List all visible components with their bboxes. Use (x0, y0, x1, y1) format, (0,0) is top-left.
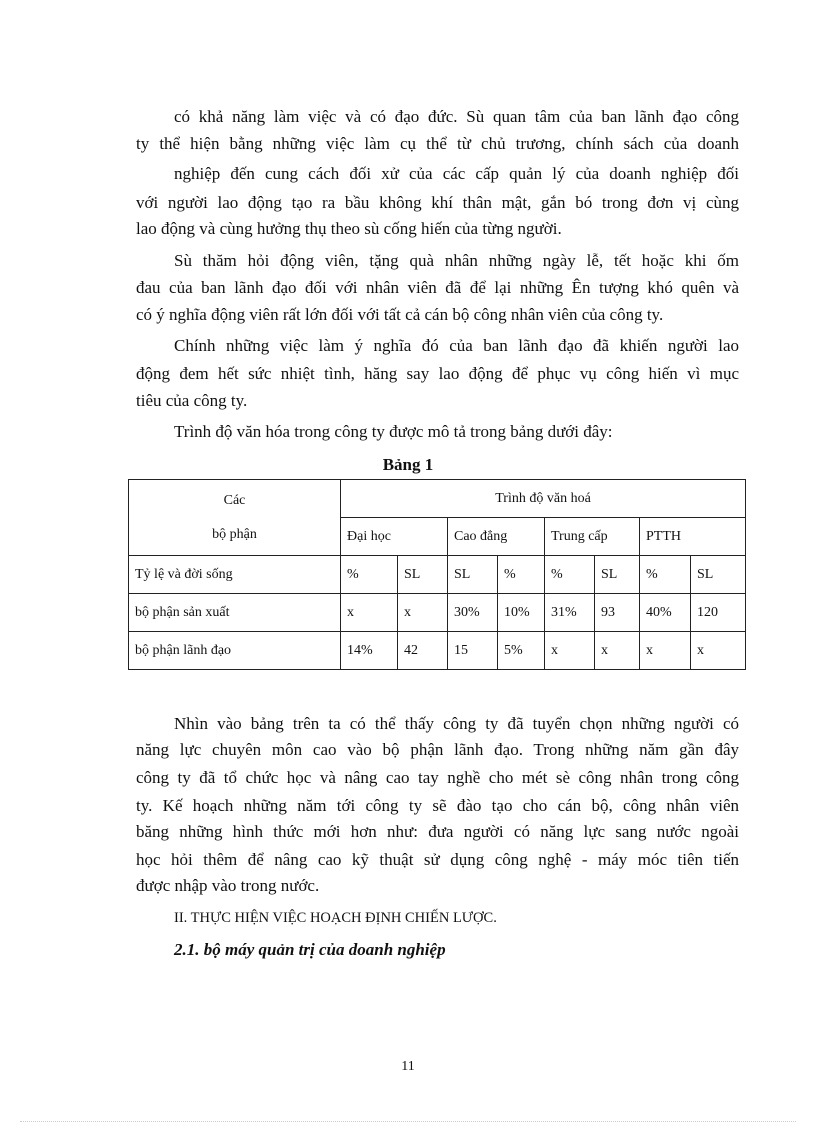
table-cell: SL (448, 556, 498, 594)
table-row (129, 594, 746, 632)
table-row (129, 556, 746, 594)
paragraph-5-line-7: được nhập vào trong nước. (136, 876, 320, 895)
paragraph-1-line-2: ty thể hiện bằng những việc làm cụ thể từ chủ trương, chính sách của doanh (136, 134, 739, 153)
table-row-label: bộ phận lãnh đạo (129, 632, 341, 670)
table-cell: x (341, 594, 398, 632)
paragraph-5-line-6: học hỏi thêm để nâng cao kỹ thuật sử dụng công nghệ - máy móc tiên tiến (136, 850, 739, 869)
table-cell: 93 (595, 594, 640, 632)
table-cell: 40% (640, 594, 691, 632)
paragraph-1-line-5: lao động và cùng hưởng thụ theo sù cống hiến của từng người. (136, 219, 562, 238)
table-cell: SL (595, 556, 640, 594)
paragraph-5-line-2: năng lực chuyên môn cao vào bộ phận lãnh đạo. Trong những năm gần đây (136, 740, 739, 759)
page-number: 11 (401, 1059, 415, 1074)
paragraph-3-line-1: Chính những việc làm ý nghĩa đó của ban lãnh đạo đã khiến người lao (174, 336, 739, 355)
table-cell: % (640, 556, 691, 594)
paragraph-5-line-5: băng những hình thức mới hơn như: đưa người có năng lực sang nước ngoài (136, 822, 739, 841)
table-cell: % (341, 556, 398, 594)
table-row-label: bộ phận sản xuất (129, 594, 341, 632)
paragraph-1-line-4: với người lao động tạo ra bầu không khí thân mật, gắn bó trong đơn vị cùng (136, 193, 739, 212)
table-cell: % (498, 556, 545, 594)
table-cell: x (545, 632, 595, 670)
paragraph-2-line-1: Sù thăm hỏi động viên, tặng quà nhân những ngày lễ, tết hoặc khi ốm (174, 251, 739, 270)
table-header-department (129, 480, 341, 556)
table-cell: 5% (498, 632, 545, 670)
table-row (129, 632, 746, 670)
table-header-level-college: Cao đẳng (448, 518, 545, 556)
table-cell: SL (691, 556, 746, 594)
paragraph-4-line-1: Trình độ văn hóa trong công ty được mô tả trong bảng dưới đây: (174, 422, 613, 441)
table-cell: 15 (448, 632, 498, 670)
table-cell: 120 (691, 594, 746, 632)
paragraph-5-line-1: Nhìn vào bảng trên ta có thể thấy công ty đã tuyển chọn những người có (174, 714, 739, 733)
table-cell: 14% (341, 632, 398, 670)
table-header-education-level: Trình độ văn hoá (341, 480, 746, 518)
paragraph-1-line-3: nghiệp đến cung cách đối xử của các cấp quản lý của doanh nghiệp đối (174, 164, 739, 183)
table-row-label: Tỷ lệ và đời sống (129, 556, 341, 594)
table-header-level-highschool: PTTH (640, 518, 746, 556)
table-header-department-line-2: bộ phận (212, 526, 257, 542)
page-bottom-edge (20, 1121, 796, 1122)
education-level-table (128, 479, 746, 670)
table-cell: 42 (398, 632, 448, 670)
paragraph-2-line-2: đau của ban lãnh đạo đối với nhân viên đã để lại những Ên tượng khó quên và (136, 278, 739, 297)
table-cell: x (691, 632, 746, 670)
paragraph-3-line-2: động đem hết sức nhiệt tình, hăng say lao động để phục vụ công hiến vì mục (136, 364, 739, 383)
table-header-department-line-1: Các (223, 492, 246, 508)
table-header-level-university: Đại học (341, 518, 448, 556)
table-caption: Bảng 1 (382, 455, 434, 474)
paragraph-2-line-3: có ý nghĩa động viên rất lớn đối với tất cả cán bộ công nhân viên của công ty. (136, 305, 664, 324)
subsection-heading: 2.1. bộ máy quản trị của doanh nghiệp (174, 940, 446, 959)
table-cell: x (398, 594, 448, 632)
table-cell: 31% (545, 594, 595, 632)
table-cell: % (545, 556, 595, 594)
table-header-level-vocational: Trung cấp (545, 518, 640, 556)
section-heading: II. THỰC HIỆN VIỆC HOẠCH ĐỊNH CHIẾN LƯỢC. (174, 910, 497, 926)
paragraph-5-line-4: ty. Kế hoạch những năm tới công ty sẽ đào tạo cho cán bộ, công nhân viên (136, 796, 739, 815)
paragraph-5-line-3: công ty đã tổ chức học và nâng cao tay nghề cho mét sè công nhân trong công (136, 768, 739, 787)
paragraph-3-line-3: tiêu của công ty. (136, 391, 248, 410)
table-cell: SL (398, 556, 448, 594)
table-cell: 30% (448, 594, 498, 632)
paragraph-1-line-1: có khả năng làm việc và có đạo đức. Sù quan tâm của ban lãnh đạo công (174, 107, 739, 126)
table-cell: x (640, 632, 691, 670)
table-cell: x (595, 632, 640, 670)
table-cell: 10% (498, 594, 545, 632)
